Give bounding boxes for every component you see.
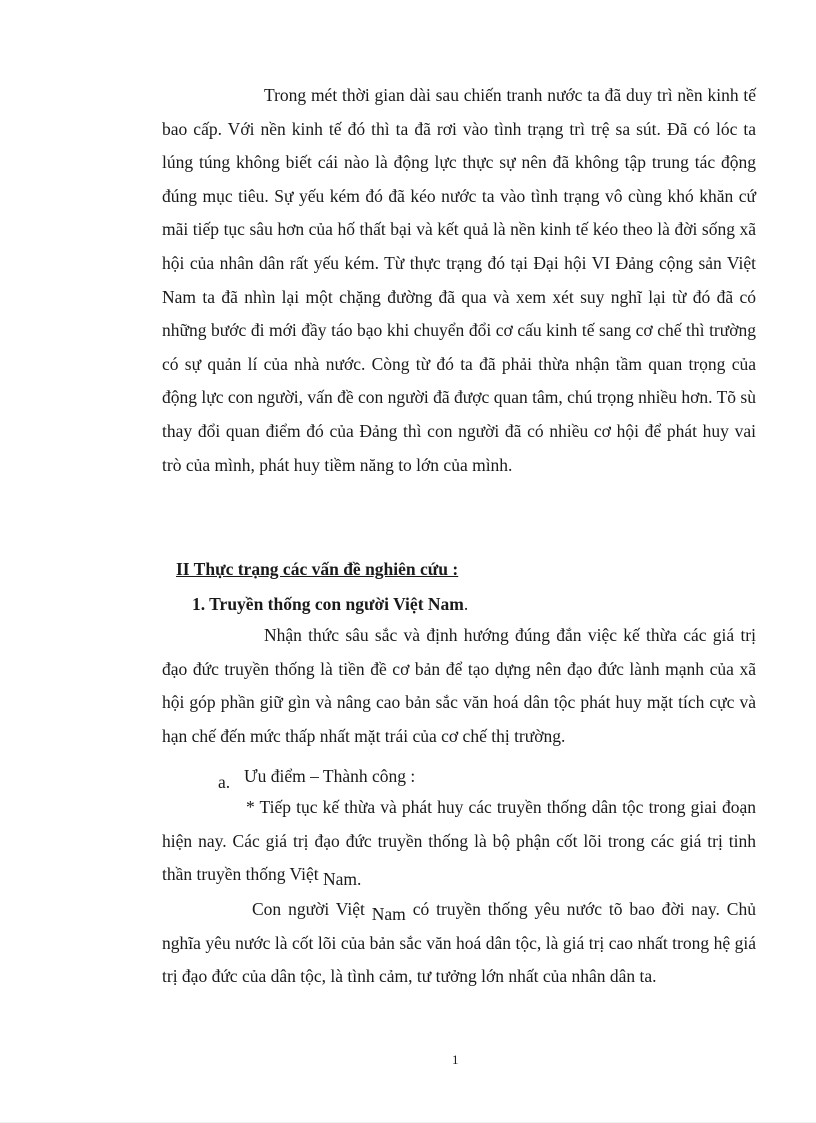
paragraph-patriotism: [162, 893, 756, 994]
paragraph-patriotism-subscript: Nam: [371, 904, 406, 924]
paragraph-patriotism-rest: có truyền thống yêu nước tõ bao đời nay. Chủ nghĩa yêu nước là cốt lõi của bản sắc văn hoá dân tộc, là giá trị cao nhất trong hệ giá trị đạo đức của dân tộc, là tình cảm, tư tưởng lớn nhất của nhân dân ta.: [162, 899, 756, 987]
paragraph-advantages-subscript: Nam: [322, 869, 357, 890]
page-number: 1: [452, 1052, 459, 1067]
subsection-heading: [192, 592, 468, 616]
list-item-a: [218, 764, 416, 792]
paragraph-advantages-text: * Tiếp tục kế thừa và phát huy các truyền thống dân tộc trong giai đoạn hiện nay. Các giá trị đạo đức truyền thống là bộ phận cốt lõi trong các giá trị tinh thần truyền thống Việt: [162, 797, 756, 885]
paragraph-patriotism-start: Con người Việt: [252, 899, 372, 919]
list-item-marker: a.: [218, 772, 231, 792]
subsection-heading-text: 1. Truyền thống con người Việt Nam: [192, 594, 464, 614]
intro-paragraph: Trong mét thời gian dài sau chiến tranh nước ta đã duy trì nền kinh tế bao cấp. Với nền kinh tế đó thì ta đã rơi vào tình trạng trì trệ sa sút. Đã có lóc ta lúng túng không biết cái nào là động lực thực sự nên đã không tập trung tác động đúng mục tiêu. Sự yếu kém đó đã kéo nước ta vào tình trạng vô cùng khó khăn cứ mãi tiếp tục sâu hơn của hố thất bại và kết quả là nền kinh tế kéo theo là đời sống xã hội của nhân dân rất yếu kém. Từ thực trạng đó tại Đại hội VI Đảng cộng sản Việt Nam ta đã nhìn lại một chặng đường đã qua và xem xét suy nghĩ lại từ đó đã có những bước đi mới đầy táo bạo khi chuyển đổi cơ cấu kinh tế sang cơ chế thì trường có sự quản lí của nhà nước. Còng từ đó ta đã phải thừa nhận tầm quan trọng của động lực con người, vấn đề con người đã được quan tâm, chú trọng nhiều hơn. Tõ sù thay đổi quan điểm đó của Đảng thì con người đã có nhiều cơ hội để phát huy vai trò của mình, phát huy tiềm năng to lớn của mình.: [162, 85, 756, 475]
paragraph-tradition: Nhận thức sâu sắc và định hướng đúng đắn việc kế thừa các giá trị đạo đức truyền thống là tiền đề cơ bản để tạo dựng nên đạo đức lành mạnh của xã hội góp phần giữ gìn và nâng cao bản sắc văn hoá dân tộc phát huy mặt tích cực và hạn chế đến mức thấp nhất mặt trái của cơ chế thị trường.: [162, 625, 756, 746]
paragraph-advantages: [162, 791, 756, 892]
list-item-label: Ưu điểm – Thành công :: [244, 766, 416, 786]
section-heading: II Thực trạng các vấn đề nghiên cứu :: [176, 559, 459, 579]
subsection-heading-suffix: .: [463, 594, 469, 614]
paragraph-advantages-end: .: [357, 869, 362, 890]
